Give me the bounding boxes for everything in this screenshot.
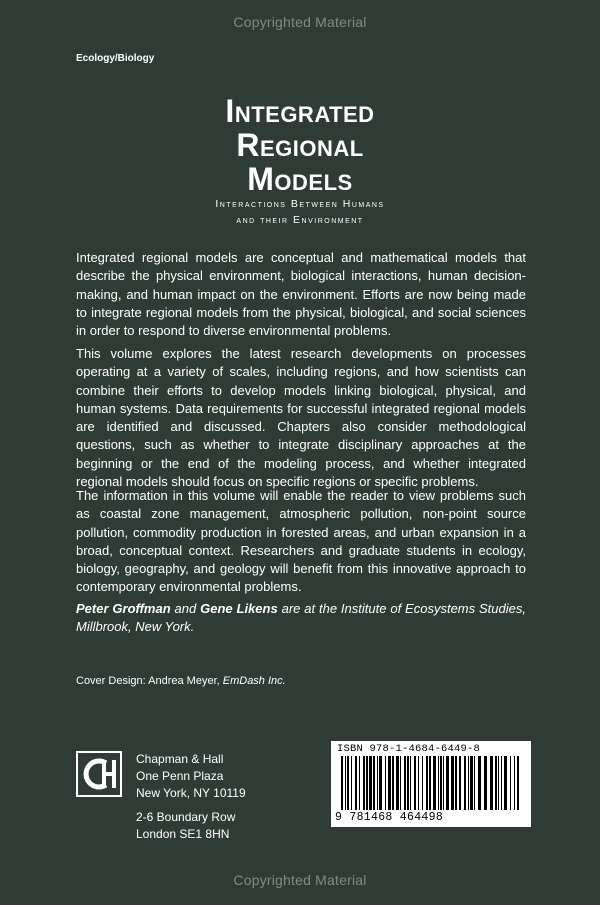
barcode-bar	[464, 756, 466, 810]
isbn-label: ISBN 978-1-4684-6449-8	[337, 743, 481, 755]
barcode-bar	[455, 756, 457, 810]
barcode-bar	[501, 756, 502, 810]
barcode-bar	[414, 756, 416, 810]
watermark-top: Copyrighted Material	[233, 14, 367, 30]
barcode-bar	[478, 756, 481, 810]
barcode-bar	[347, 756, 349, 810]
author-affiliation: are at the Institute of Ecosystems Studies, Millbrook, New York.	[76, 601, 526, 635]
barcode-bar	[422, 756, 423, 810]
barcode-bar	[377, 756, 378, 810]
publisher-street-uk: 2-6 Boundary Row	[136, 810, 236, 824]
subtitle-line-1: Interactions Between Humans	[215, 198, 385, 210]
barcode-bar	[379, 756, 382, 810]
barcode-bar	[418, 756, 419, 810]
subtitle-line-2: and their Environment	[236, 214, 364, 226]
barcode-bar	[410, 756, 411, 810]
barcode-bar	[468, 756, 469, 810]
barcode-bar	[426, 756, 428, 810]
barcode-bar	[355, 756, 357, 810]
barcode-bar	[392, 756, 394, 810]
title-line-1: Integrated	[225, 93, 375, 129]
barcode-bar	[400, 756, 401, 810]
publisher-street: One Penn Plaza	[136, 769, 224, 783]
barcode-bar	[351, 756, 352, 810]
title-line-3: Models	[247, 161, 353, 197]
barcode-bar	[470, 756, 473, 810]
description-paragraph-2: This volume explores the latest research developments on processes operating at a variety of scales, including regions, and how scientists can combine their efforts to develop models linking biological, physical, and human systems. Data requirements for successful integrated regional models are identified and discussed. Chapters also consider methodological questions, such as whether to integrate disciplinary approaches at the beginning or the end of the modeling process, and whether integrated regional models should focus on specific regions or specific problems.	[76, 346, 526, 490]
barcode-bar	[459, 756, 461, 810]
barcode-bar	[345, 756, 346, 810]
chapman-hall-logo-icon	[76, 751, 122, 797]
credit-company: EmDash Inc.	[222, 675, 286, 687]
barcode-bar	[366, 756, 368, 810]
barcode-bar	[388, 756, 391, 810]
barcode-bar	[504, 756, 507, 810]
barcode-bar	[490, 756, 493, 810]
barcode-bar	[510, 756, 511, 810]
title-line-2: Regional	[236, 127, 364, 163]
barcode-bar	[495, 756, 497, 810]
watermark-bottom: Copyrighted Material	[233, 872, 367, 888]
barcode-digits: 9 781468 464498	[335, 811, 444, 824]
barcode-bar	[407, 756, 409, 810]
author-and: and	[170, 601, 201, 616]
barcode-bar	[443, 756, 444, 810]
barcode-bar	[514, 756, 515, 810]
barcode-bar	[429, 756, 431, 810]
description-paragraph-1: Integrated regional models are conceptual and mathematical models that describe the physical environment, biological interactions, human decision-making, and human impact on the environment. Efforts are now being made to integrate regional models from the physical, biological, and social sciences in order to respond to diverse environmental problems.	[76, 250, 526, 339]
publisher-address-uk	[136, 809, 235, 843]
barcode-bar	[498, 756, 499, 810]
author-name-2: Gene Likens	[200, 601, 278, 616]
cover-design-credit	[76, 675, 286, 687]
barcode-bars	[335, 756, 527, 810]
barcode-bar	[446, 756, 449, 810]
barcode-bar	[451, 756, 454, 810]
description-paragraph-3: The information in this volume will enable the reader to view problems such as coastal zone management, atmospheric pollution, non-point source pollution, commodity production in forested areas, and urban expansion in a broad, conceptual context. Researchers and graduate students in ecology, biology, geography, and geology will benefit from this innovative approach to contemporary environmental problems.	[76, 488, 526, 595]
credit-label: Cover Design: Andrea Meyer,	[76, 675, 223, 687]
barcode-bar	[433, 756, 436, 810]
barcode-bar	[438, 756, 439, 810]
barcode-bar	[474, 756, 475, 810]
barcode-bar	[373, 756, 375, 810]
barcode-bar	[440, 756, 442, 810]
publisher-name: Chapman & Hall	[136, 752, 224, 766]
barcode-bar	[385, 756, 386, 810]
barcode-bar	[369, 756, 372, 810]
publisher-city-uk: London SE1 8HN	[136, 827, 230, 841]
author-note	[76, 600, 526, 637]
barcode-bar	[359, 756, 360, 810]
publisher-address-us	[136, 751, 246, 802]
barcode-bar	[363, 756, 365, 810]
barcode-box	[331, 741, 531, 827]
category-label: Ecology/Biology	[76, 53, 155, 64]
barcode-bar	[396, 756, 399, 810]
publisher-city: New York, NY 10119	[136, 786, 246, 800]
barcode-bar	[517, 756, 519, 810]
barcode-bar	[484, 756, 487, 810]
barcode-bar	[341, 756, 343, 810]
author-name-1: Peter Groffman	[76, 601, 171, 616]
barcode-bar	[404, 756, 406, 810]
